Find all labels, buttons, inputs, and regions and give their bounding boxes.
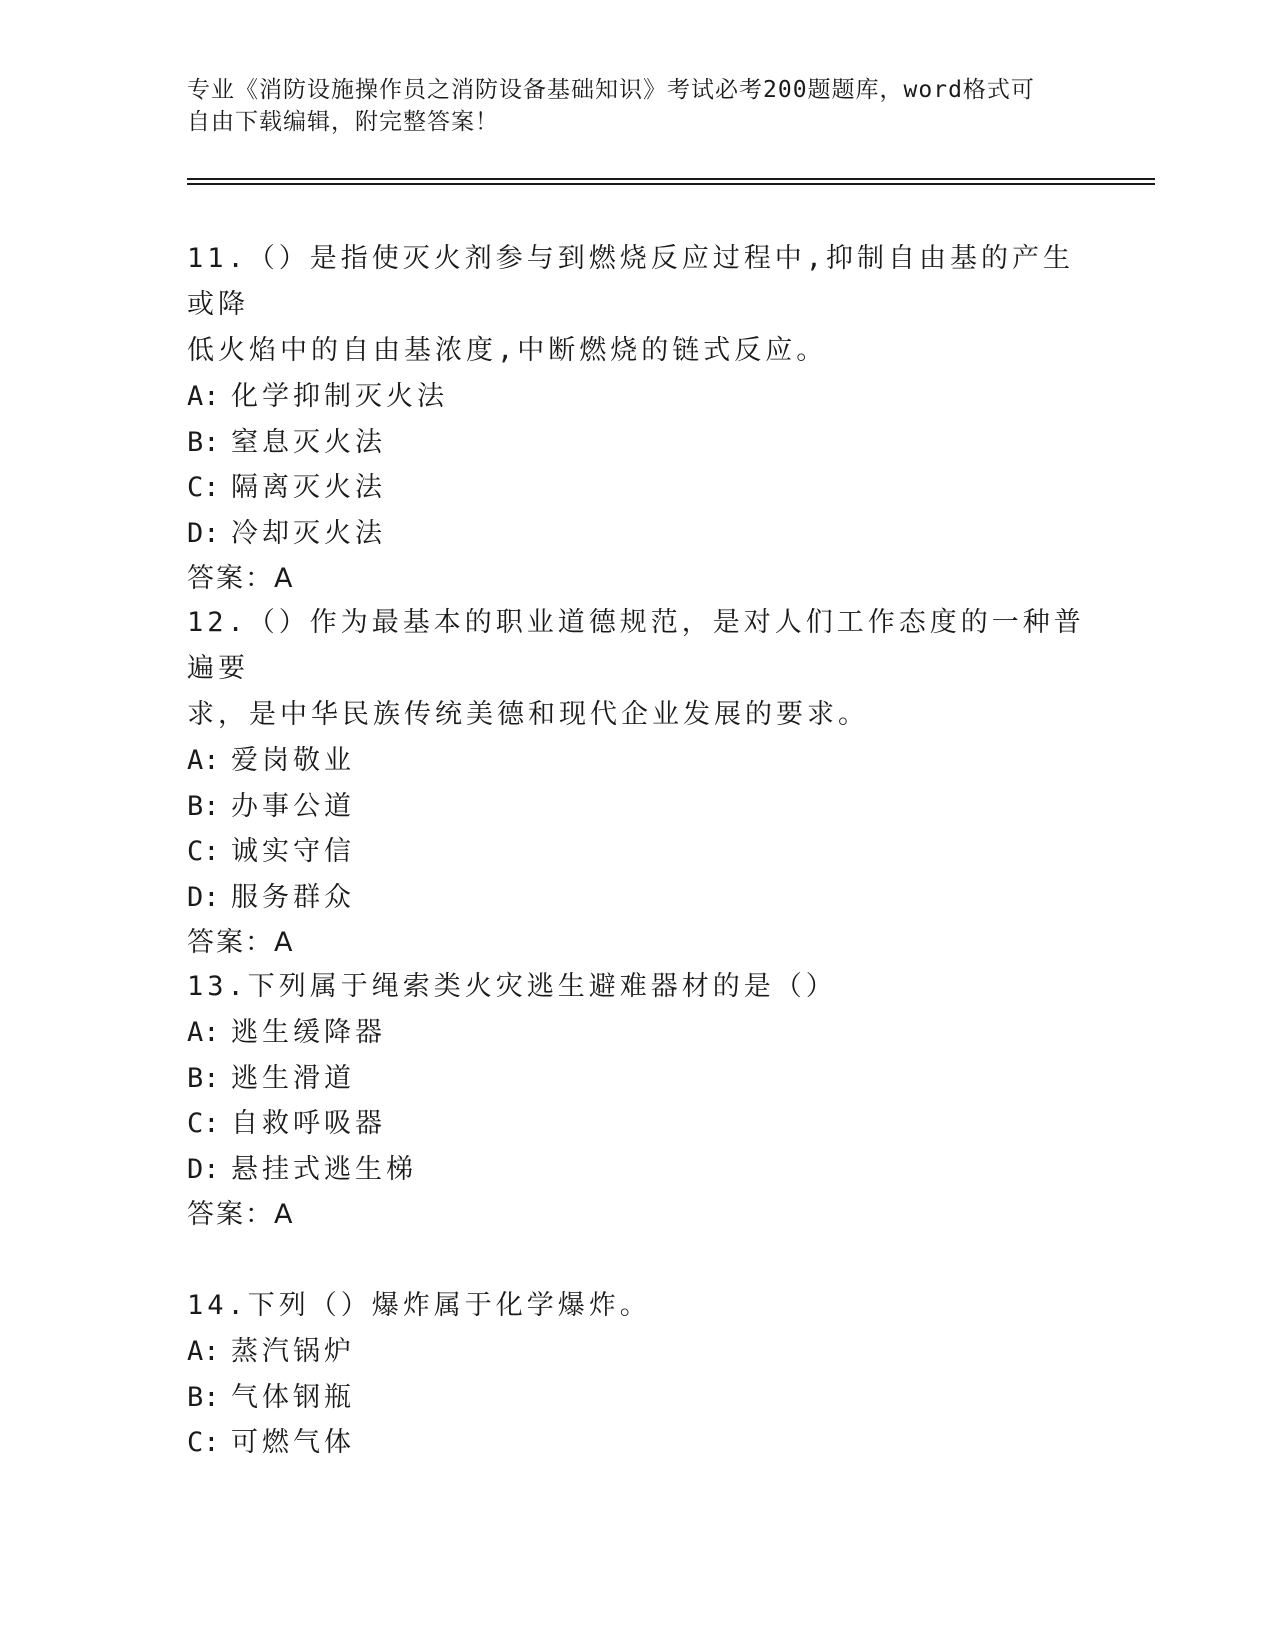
- option-b: [187, 1056, 1087, 1102]
- document-header: [187, 74, 1087, 138]
- option-key: B:: [187, 790, 220, 822]
- option-b: [187, 420, 1087, 466]
- option-text: 办事公道: [231, 790, 355, 822]
- option-text: 自救呼吸器: [231, 1108, 386, 1139]
- option-key: A:: [187, 1017, 220, 1048]
- header-line-1: 专业《消防设施操作员之消防设备基础知识》考试必考200题题库，word格式可: [187, 77, 1035, 103]
- option-d: [187, 1147, 1087, 1193]
- option-key: B:: [187, 1381, 220, 1413]
- option-c: [187, 829, 1087, 875]
- question-13: [187, 964, 1087, 1238]
- question-12: [187, 600, 1087, 966]
- question-14: [187, 1283, 1087, 1466]
- option-b: [187, 784, 1087, 830]
- option-text: 隔离灭火法: [231, 472, 386, 503]
- option-key: C:: [187, 472, 220, 503]
- answer: 答案：A: [187, 927, 295, 958]
- option-text: 化学抑制灭火法: [231, 381, 448, 412]
- header-divider-top: [187, 178, 1155, 180]
- option-b: [187, 1375, 1087, 1421]
- option-text: 爱岗敬业: [231, 745, 355, 776]
- option-text: 服务群众: [231, 881, 355, 913]
- option-key: C:: [187, 1108, 220, 1139]
- option-a: [187, 1329, 1087, 1375]
- option-c: [187, 1420, 1087, 1466]
- header-divider-bottom: [187, 183, 1155, 185]
- option-key: D:: [187, 881, 220, 913]
- option-key: C:: [187, 1427, 220, 1458]
- answer: 答案：A: [187, 563, 295, 594]
- question-stem-line: 14.下列（）爆炸属于化学爆炸。: [187, 1290, 651, 1321]
- option-d: [187, 511, 1087, 557]
- question-stem-line: 11.（）是指使灭火剂参与到燃烧反应过程中,抑制自由基的产生或降: [187, 243, 1075, 320]
- option-text: 悬挂式逃生梯: [231, 1153, 417, 1185]
- option-key: A:: [187, 745, 220, 776]
- option-text: 诚实守信: [231, 836, 355, 867]
- option-key: A:: [187, 381, 220, 412]
- option-a: [187, 738, 1087, 784]
- option-key: B:: [187, 426, 220, 458]
- question-stem-line: 低火焰中的自由基浓度,中断燃烧的链式反应。: [187, 335, 828, 366]
- option-c: [187, 465, 1087, 511]
- option-key: D:: [187, 517, 220, 549]
- option-text: 可燃气体: [231, 1427, 355, 1458]
- option-text: 逃生缓降器: [231, 1017, 386, 1048]
- option-a: [187, 1010, 1087, 1056]
- question-stem-line: 12.（）作为最基本的职业道德规范，是对人们工作态度的一种普遍要: [187, 607, 1085, 684]
- question-stem-line: 13.下列属于绳索类火灾逃生避难器材的是（）: [187, 971, 837, 1002]
- header-line-2: 自由下载编辑，附完整答案！: [187, 109, 499, 135]
- option-c: [187, 1101, 1087, 1147]
- answer: 答案：A: [187, 1199, 295, 1230]
- option-text: 蒸汽锅炉: [231, 1336, 355, 1367]
- question-stem-line: 求，是中华民族传统美德和现代企业发展的要求。: [187, 699, 869, 730]
- option-key: B:: [187, 1062, 220, 1094]
- question-11: [187, 236, 1087, 602]
- option-key: C:: [187, 836, 220, 867]
- option-key: A:: [187, 1336, 220, 1367]
- option-text: 气体钢瓶: [231, 1381, 355, 1413]
- option-key: D:: [187, 1153, 220, 1185]
- option-text: 窒息灭火法: [231, 426, 386, 458]
- option-text: 冷却灭火法: [231, 517, 386, 549]
- option-d: [187, 875, 1087, 921]
- option-text: 逃生滑道: [231, 1062, 355, 1094]
- option-a: [187, 374, 1087, 420]
